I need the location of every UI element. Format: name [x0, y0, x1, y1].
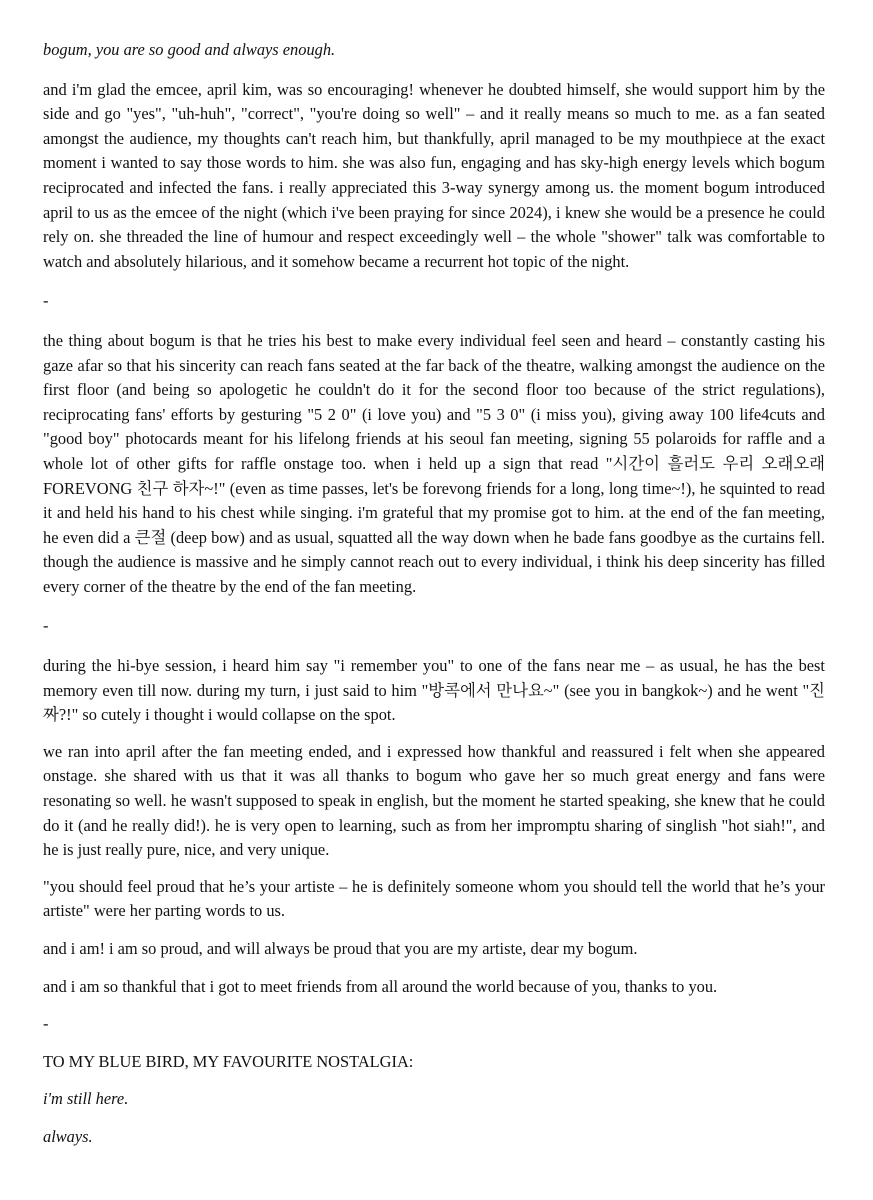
section-divider-2: - [43, 616, 49, 636]
paragraph-hi-bye-session: during the hi-bye session, i heard him say "i remember you" to one of the fans near me – as usual, he has the best memory even till now. during my turn, i just said to him "방콕에서 만나요~" (see you in bangkok~) and he went "진짜?!" so cutely i thought i would collapse on the spot. [43, 656, 825, 725]
paragraph-bogum-sincerity: the thing about bogum is that he tries his best to make every individual feel seen and heard – constantly casting his gaze afar so that his sincerity can reach fans seated at the far back of the theatre, walking amongst the audience on the first floor (and being so apologetic he couldn't do it for the second floor too because of the strict regulations), reciprocating fans' efforts by gesturing "5 2 0" (i love you) and "5 3 0" (i miss you), giving away 100 life4cuts and "good boy" photocards meant for his lifelong friends at his seoul fan meeting, signing 55 polaroids for raffle and a whole lot of other gifts for raffle onstage too. when i held up a sign that read "시간이 흘러도 우리 오래오래 FOREVONG 친구 하자~!" (even as time passes, let's be forevong friends for a long, long time~!), he squinted to read it and held his hand to his chest while singing. i'm grateful that my promise got to him. at the end of the fan meeting, he even did a 큰절 (deep bow) and as usual, squatted all the way down when he bade fans goodbye as the curtains fell. though the audience is massive and he simply cannot reach out to every individual, i think his deep sincerity has filled every corner of the theatre by the end of the fan meeting. [43, 330, 825, 596]
paragraph-thankful: and i am so thankful that i got to meet friends from all around the world because of you, thanks to you. [43, 976, 718, 996]
section-divider-1: - [43, 291, 49, 311]
section-divider-3: - [43, 1014, 49, 1034]
closing-line-2: always. [43, 1126, 93, 1146]
closing-line-1: i'm still here. [43, 1089, 129, 1109]
paragraph-proud: and i am! i am so proud, and will always be proud that you are my artiste, dear my bogum. [43, 939, 638, 958]
paragraph-emcee-april: and i'm glad the emcee, april kim, was so encouraging! whenever he doubted himself, she would support him by the side and go "yes", "uh-huh", "correct", "you're doing so well" – and it really means so much to me. as a fan seated amongst the audience, my thoughts can't reach him, but thankfully, april managed to be my mouthpiece at the exact moment i wanted to say those words to him. she was also fun, engaging and has sky-high energy levels which bogum reciprocated and infected the fans. i really appreciated this 3-way synergy among us. the moment bogum introduced april to us as the emcee of the night (which i've been praying for since 2024), i knew she would be a presence he could rely on. she threaded the line of humour and respect exceedingly well – the whole "shower" talk was comfortable to watch and absolutely hilarious, and it somehow became a recurrent hot topic of the night. [43, 79, 825, 271]
paragraph-parting-words: "you should feel proud that he’s your artiste – he is definitely someone whom you should tell the world that he’s your artiste" were her parting words to us. [43, 876, 825, 921]
paragraph-meeting-april: we ran into april after the fan meeting ended, and i expressed how thankful and reassured i felt when she appeared onstage. she shared with us that it was all thanks to bogum who gave her so much great energy and fans were resonating so well. he wasn't supposed to speak in english, but the moment he started speaking, she knew that he could do it (and he really did!). he is very open to learning, such as from her impromptu sharing of singlish "hot siah!", and he is just really pure, nice, and very unique. [43, 741, 825, 860]
letter-document [43, 38, 825, 1150]
opening-line: bogum, you are so good and always enough. [43, 40, 336, 59]
dedication-heading: TO MY BLUE BIRD, MY FAVOURITE NOSTALGIA: [43, 1051, 414, 1071]
